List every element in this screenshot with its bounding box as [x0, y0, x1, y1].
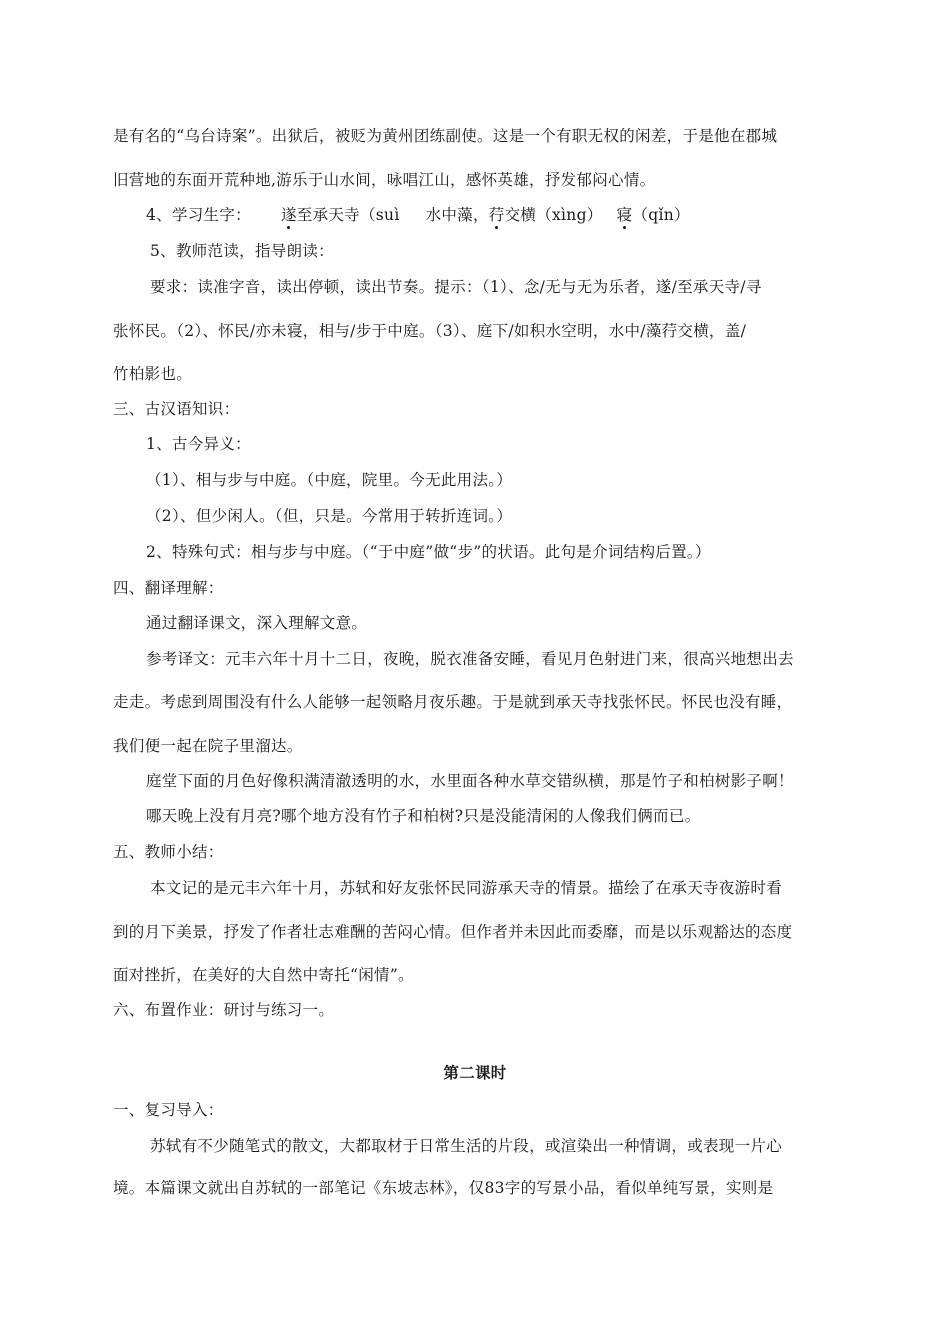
- paragraph-line: 竹柏影也。: [113, 365, 193, 383]
- paragraph-line: 走走。考虑到周围没有什么人能够一起领略月夜乐趣。于是就到承天寺找张怀民。怀民也没有睡，: [113, 693, 793, 711]
- section-heading: 三、古汉语知识：: [113, 400, 240, 418]
- paragraph-line: 庭堂下面的月色好像积满清澈透明的水，水里面各种水草交错纵横，那是竹子和柏树影子啊！: [146, 772, 794, 790]
- vocab-text: （qǐn）: [632, 206, 690, 224]
- lesson-title: 第二课时: [443, 1063, 507, 1082]
- paragraph-line: 苏轼有不少随笔式的散文，大都取材于日常生活的片段，或渲染出一种情调，或表现一片心: [150, 1137, 783, 1155]
- section-item: 5、教师范读，指导朗读：: [150, 242, 334, 260]
- vocab-line: [146, 205, 876, 225]
- section-heading: 五、教师小结：: [113, 843, 224, 861]
- section-heading: 一、复习导入：: [113, 1101, 224, 1119]
- paragraph-line: 旧营地的东面开荒种地,游乐于山水间，咏唱江山，感怀英雄，抒发郁闷心情。: [113, 171, 656, 189]
- section-item: （1）、相与步与中庭。（中庭，院里。今无此用法。）: [146, 471, 513, 489]
- vocab-char: 荇: [488, 206, 505, 224]
- vocab-char: 遂: [280, 206, 297, 224]
- vocab-label: 4、学习生字：: [146, 206, 251, 224]
- vocab-text: 水中藻，: [425, 206, 489, 224]
- paragraph-line: 参考译文：元丰六年十月十二日，夜晚，脱衣准备安睡，看见月色射进门来，很高兴地想出去: [146, 650, 794, 668]
- paragraph-line: 到的月下美景，抒发了作者壮志难酬的苦闷心情。但作者并未因此而委靡，而是以乐观豁达的态度: [113, 923, 793, 941]
- paragraph-line: 张怀民。（2）、怀民/亦未寝，相与/步于中庭。（3）、庭下/如积水空明，水中/藻荇交横，盖/: [113, 322, 747, 340]
- paragraph-line: 本文记的是元丰六年十月，苏轼和好友张怀民同游承天寺的情景。描绘了在承天寺夜游时看: [150, 879, 783, 897]
- paragraph-line: 是有名的“乌台诗案”。出狱后，被贬为黄州团练副使。这是一个有职无权的闲差，于是他在郡城: [113, 127, 778, 145]
- paragraph-line: 哪天晚上没有月亮?哪个地方没有竹子和柏树?只是没能清闲的人像我们俩而已。: [146, 807, 701, 825]
- section-item: 1、古今异义：: [146, 435, 251, 453]
- paragraph-line: 要求：读准字音，读出停顿，读出节奏。提示：（1）、念/无与无为乐者，遂/至承天寺/寻: [150, 278, 762, 296]
- vocab-text: 交横（xìng）: [504, 206, 603, 224]
- paragraph-line: 通过翻译课文，深入理解文意。: [146, 614, 368, 632]
- section-item: 2、特殊句式：相与步与中庭。（“于中庭”做“步”的状语。此句是介词结构后置。）: [146, 543, 711, 561]
- section-heading: 六、布置作业：研讨与练习一。: [113, 1001, 335, 1019]
- vocab-text: 至承天寺（suì: [296, 206, 400, 224]
- section-heading: 四、翻译理解：: [113, 579, 224, 597]
- section-item: （2）、但少闲人。（但，只是。今常用于转折连词。）: [146, 507, 513, 525]
- paragraph-line: 面对挫折，在美好的大自然中寄托“闲情”。: [113, 966, 414, 984]
- paragraph-line: 我们便一起在院子里溜达。: [113, 737, 303, 755]
- vocab-char: 寝: [616, 206, 633, 224]
- paragraph-line: 境。本篇课文就出自苏轼的一部笔记《东坡志林》，仅83字的写景小品，看似单纯写景，实则是: [113, 1179, 774, 1197]
